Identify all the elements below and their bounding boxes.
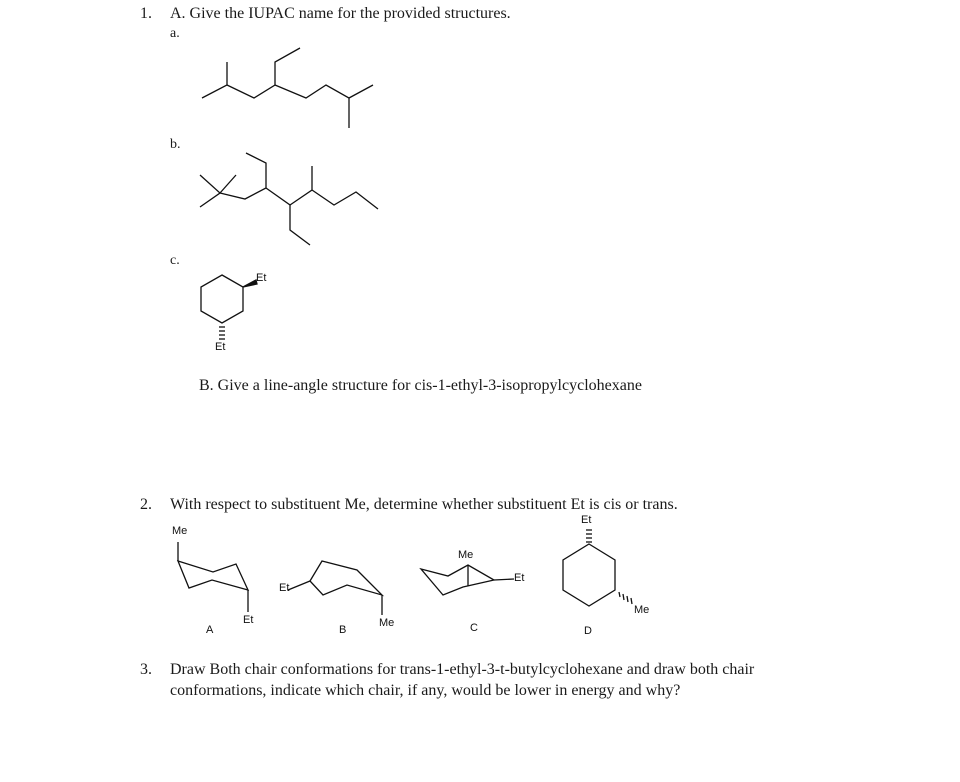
ring-d-label: D (584, 625, 592, 637)
q1-part-b-label: b. (170, 137, 181, 152)
c-substituent-bottom: Et (215, 341, 226, 353)
q3-number: 3. (140, 661, 152, 678)
chair-a-me: Me (172, 525, 188, 537)
ring-d (563, 530, 632, 606)
chair-b-et: Et (279, 582, 290, 594)
chair-b-label: B (339, 624, 347, 636)
q1-heading: A. Give the IUPAC name for the provided structures. (170, 5, 511, 22)
q2-number: 2. (140, 496, 152, 513)
chair-c-label: C (470, 622, 478, 634)
q1-part-a-label: a. (170, 26, 180, 41)
q1-number: 1. (140, 5, 152, 22)
ring-d-me: Me (634, 604, 650, 616)
chair-c (421, 565, 514, 595)
chair-a-et: Et (243, 614, 254, 626)
chair-a (178, 542, 248, 612)
ring-d-et: Et (581, 514, 592, 526)
chair-a-label: A (206, 624, 214, 636)
q1-part-c-label: c. (170, 253, 180, 268)
c-substituent-top: Et (256, 272, 267, 284)
q3-line-2: conformations, indicate which chair, if any, would be lower in energy and why? (170, 682, 681, 699)
q1-part-b-heading: B. Give a line-angle structure for cis-1-ethyl-3-isopropylcyclohexane (199, 377, 642, 394)
chair-b (288, 561, 382, 615)
chair-c-me: Me (458, 549, 474, 561)
q3-line-1: Draw Both chair conformations for trans-1-ethyl-3-t-butylcyclohexane and draw both chair (170, 661, 755, 678)
q2-heading: With respect to substituent Me, determine whether substituent Et is cis or trans. (170, 496, 678, 513)
chair-b-me: Me (379, 617, 395, 629)
chair-c-et: Et (514, 572, 525, 584)
